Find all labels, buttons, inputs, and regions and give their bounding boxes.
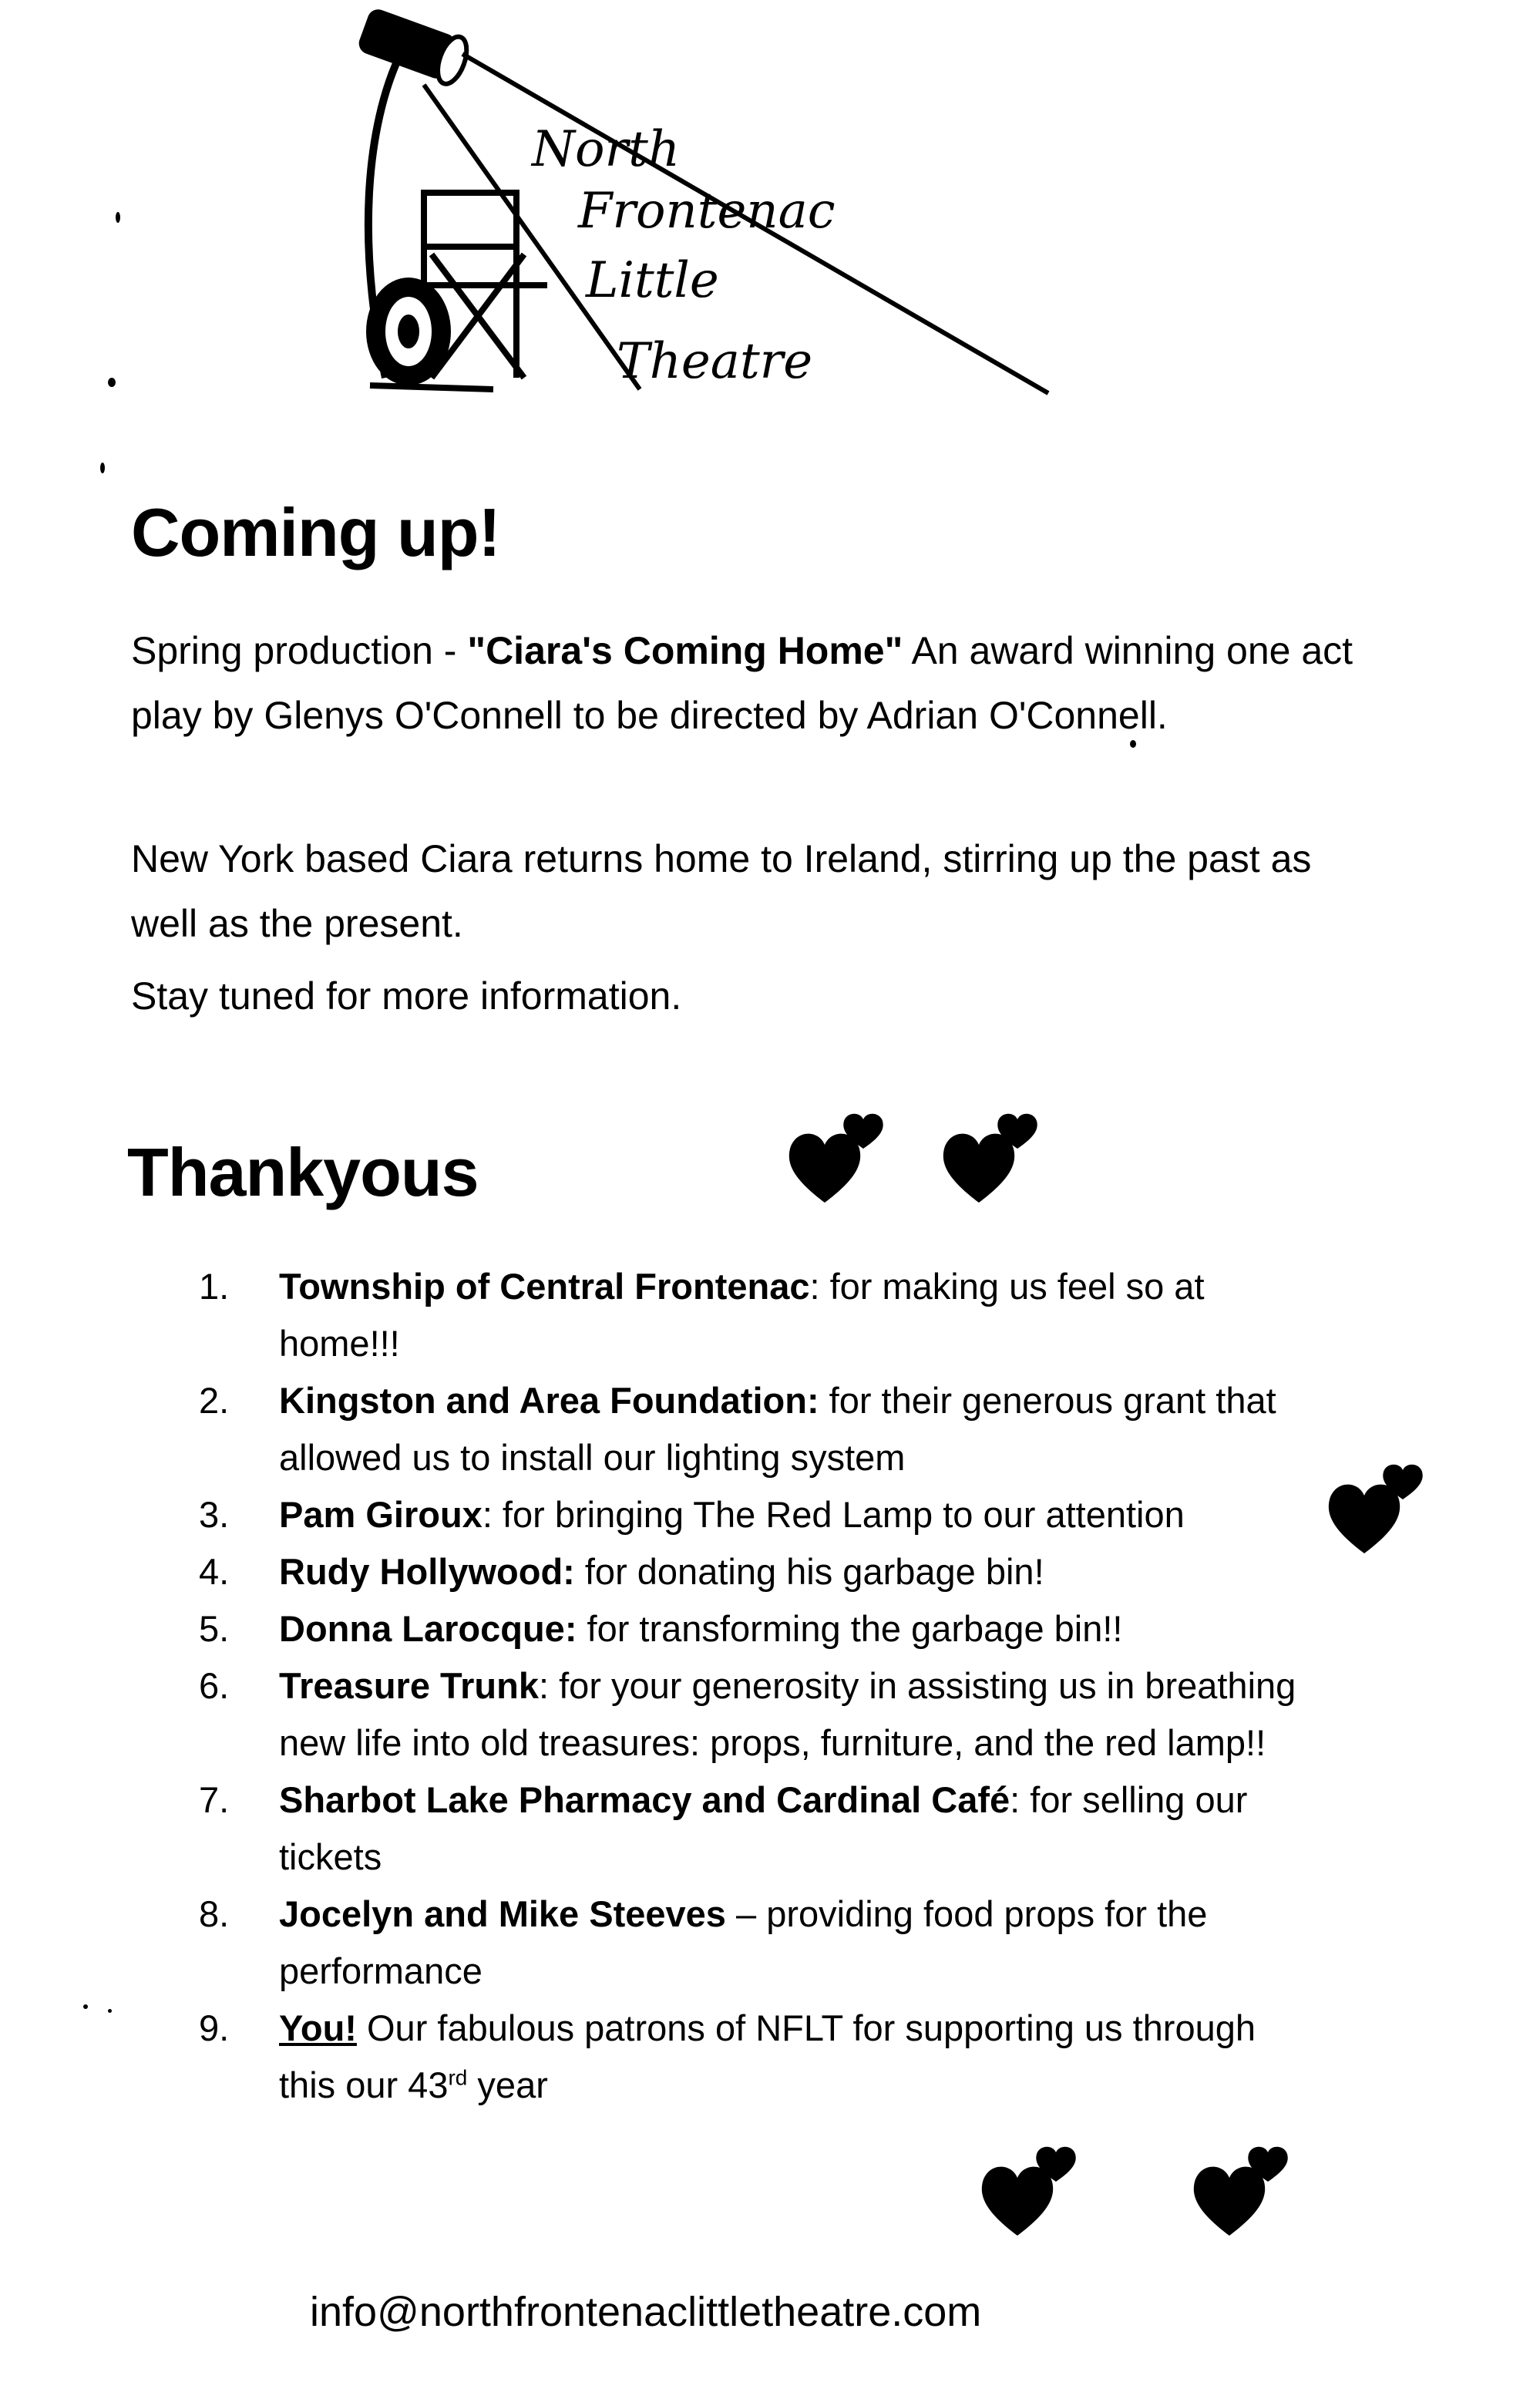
list-item <box>0 1657 1304 1772</box>
item-text: : for bringing The Red Lamp to our attention <box>482 1494 1185 1535</box>
item-number: 1. <box>199 1266 230 1307</box>
scan-speck <box>108 378 116 387</box>
thankyou-list <box>0 1258 1387 2114</box>
logo-text-theatre: Theatre <box>617 333 813 390</box>
item-number: 6. <box>199 1665 230 1706</box>
item-text: : for making us feel so at home!!! <box>279 1266 1205 1364</box>
scan-speck <box>1130 740 1136 748</box>
contact-email: info@northfrontenaclittletheatre.com <box>310 2289 982 2335</box>
item-name: You! <box>279 2007 357 2048</box>
logo-text-little: Little <box>586 252 719 309</box>
item-text: Our fabulous patrons of NFLT for supporting us through this our 43 <box>279 2007 1256 2105</box>
play-synopsis-paragraph: New York based Ciara returns home to Ireland, stirring up the past as well as the present. <box>131 837 1312 945</box>
hearts-icon <box>786 1110 894 1210</box>
item-number: 8. <box>199 1893 230 1934</box>
list-item <box>0 2000 1304 2114</box>
list-item <box>0 1258 1304 1372</box>
list-item <box>0 1372 1304 1486</box>
thankyous-heading: Thankyous <box>127 1134 479 1210</box>
p1-intro: Spring production - <box>131 629 468 672</box>
hearts-icon <box>979 2143 1087 2243</box>
item-name: Township of Central Frontenac <box>279 1266 810 1307</box>
scan-speck <box>116 212 120 223</box>
stay-tuned-paragraph: Stay tuned for more information. <box>131 974 682 1018</box>
coming-up-heading: Coming up! <box>131 494 500 570</box>
theatre-logo <box>324 0 1110 416</box>
item-number: 2. <box>199 1380 230 1421</box>
hearts-icon <box>940 1110 1048 1210</box>
item-name: Jocelyn and Mike Steeves <box>279 1893 726 1934</box>
item-text: : for your generosity in assisting us in breathing new life into old treasures: props, furniture, and the red lamp!! <box>279 1665 1296 1763</box>
item-name: Sharbot Lake Pharmacy and Cardinal Café <box>279 1779 1010 1820</box>
play-title: "Ciara's Coming Home" <box>467 629 903 672</box>
item-number: 9. <box>199 2007 230 2048</box>
item-name: Treasure Trunk <box>279 1665 539 1706</box>
logo-text-north: North <box>532 121 681 178</box>
item-number: 7. <box>199 1779 230 1820</box>
scan-speck <box>83 2004 88 2009</box>
item-text: for their generous grant that allowed us to install our lighting system <box>279 1380 1276 1478</box>
scan-speck <box>100 463 105 473</box>
item-name: Kingston and Area Foundation: <box>279 1380 819 1421</box>
spring-production-paragraph <box>131 618 1364 748</box>
list-item <box>0 1600 1304 1657</box>
item-text: – providing food props for the performance <box>279 1893 1208 1991</box>
item-number: 4. <box>199 1551 230 1592</box>
item-name: Pam Giroux <box>279 1494 483 1535</box>
p1-details: An award winning one act play by Glenys O'Connell to be directed by Adrian O'Connell. <box>131 629 1353 737</box>
list-item <box>0 1772 1304 1886</box>
hearts-icon <box>1191 2143 1299 2243</box>
item-text: for donating his garbage bin! <box>574 1551 1044 1592</box>
logo-text-frontenac: Frontenac <box>578 183 836 240</box>
item-name: Donna Larocque: <box>279 1608 577 1649</box>
hearts-icon <box>1326 1461 1434 1561</box>
list-item <box>0 1886 1304 2000</box>
item-text: for transforming the garbage bin!! <box>577 1608 1123 1649</box>
scan-speck <box>108 2009 112 2013</box>
spotlight-chair-logo-icon <box>324 0 1110 416</box>
list-item <box>0 1543 1304 1600</box>
list-item <box>0 1486 1304 1543</box>
ordinal-suffix: rd <box>448 2065 468 2090</box>
item-number: 3. <box>199 1494 230 1535</box>
item-text: : for selling our tickets <box>279 1779 1248 1877</box>
item-name: Rudy Hollywood: <box>279 1551 575 1592</box>
item-number: 5. <box>199 1608 230 1649</box>
item-text-tail: year <box>467 2064 548 2105</box>
